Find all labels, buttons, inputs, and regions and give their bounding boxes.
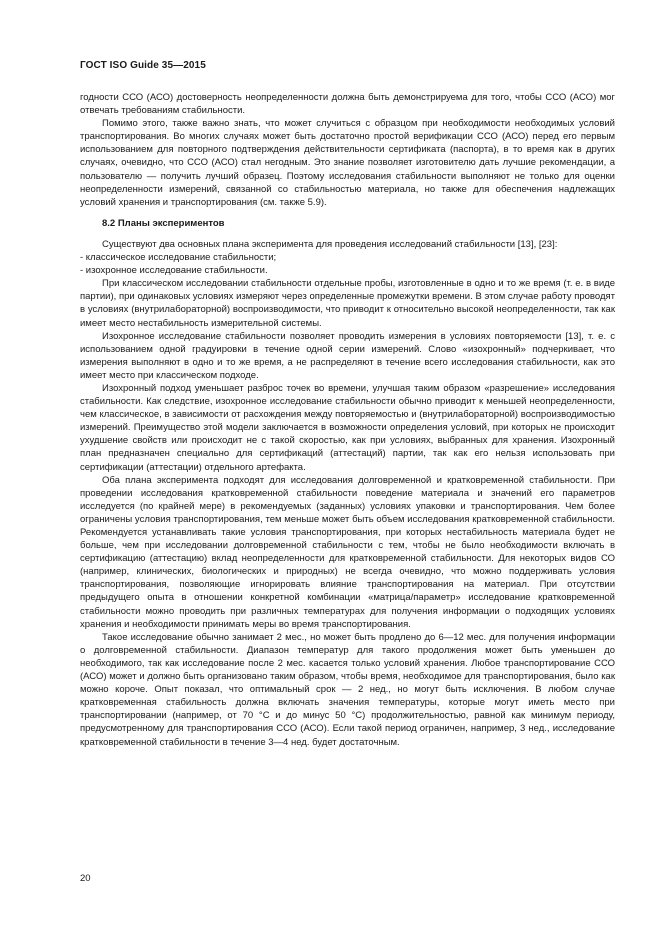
paragraph: Изохронный подход уменьшает разброс точек во времени, улучшая таким образом «разрешение» исследования стабильности. Как следствие, изохронное исследование стабильности обычно приводит к меньшей неопределенности, чем классическое, в зависимости от расхождения между повторяемостью и (внутрилабораторной) воспроизводимостью измерений. Преимущество этой модели заключается в возможности определения условий, при которых не происходит ухудшение свойств или происходит не с такой скоростью, как при условиях, выбранных для хранения. Изохронный план предназначен специально для сертификаций (аттестаций) партии, так как его нельзя использовать при сертификации (аттестации) отдельного артефакта. <box>80 382 615 473</box>
paragraph: Такое исследование обычно занимает 2 мес., но может быть продлено до 6—12 мес. для получения информации о долговременной стабильности. Диапазон температур для такого продолжения может быть уменьшен до необходимого, так как исследование после 2 мес. касается только условий хранения. Любое транспортирование ССО (АСО) может и должно быть организовано таким образом, чтобы время, необходимое для транспортирования, было как можно короче. Опыт показал, что оптимальный срок — 2 нед., но могут быть исключения. В любом случае кратковременная стабильность должна включать значения температуры, которые могут иметь место при транспортировании (например, от 70 °С и до минус 50 °С) продолжительностью, равной как минимум периоду, предусмотренному для транспортирования ССО (АСО). Если такой период ограничен, например, 3 нед., исследование кратковременной стабильности в течение 3—4 нед. будет достаточным. <box>80 631 615 748</box>
paragraph: годности ССО (АСО) достоверность неопределенности должна быть демонстрируема для того, чтобы ССО (АСО) мог отвечать требованиям стабильности. <box>80 92 615 117</box>
page-content <box>80 91 615 749</box>
section-heading-text: 8.2 Планы экспериментов <box>102 217 225 229</box>
section-heading <box>102 217 615 230</box>
list-item: - изохронное исследование стабильности. <box>80 265 268 277</box>
paragraph: При классическом исследовании стабильности отдельные пробы, изготовленные в одно и то же время (т. е. в виде партии), при одинаковых условиях измеряют через определенные промежутки времени. В этом случае работу проводят в условиях (внутрилабораторной) воспроизводимости, что приводит к относительно высокой неопределенности, так как имеет место нестабильность измерительной системы. <box>80 278 615 329</box>
list-item: - классическое исследование стабильности; <box>80 252 277 264</box>
paragraph: Изохронное исследование стабильности позволяет проводить измерения в условиях повторяемости [13], т. е. с использованием одной градуировки в течение одной серии измерений. Слово «изохронный» подчеркивает, что измерения выполняют в одно и то же время, а не распределяют в течение всего исследования стабильности, как это имеет место при классическом подходе. <box>80 330 615 381</box>
paragraph: Оба плана эксперимента подходят для исследования долговременной и кратковременной стабильности. При проведении исследования кратковременной стабильности поведение материала и значений его параметров исследуется (по крайней мере) в рекомендуемых (заданных) условиях упаковки и транспортирования. Чем более ограничены условия транспортирования, тем меньше может быть объем исследования кратковременной стабильности. Рекомендуется устанавливать такие условия транспортирования, при которых нестабильность материала будет не больше, чем при исследовании долговременной стабильности с тем, чтобы не было необходимости включать в сертификацию (аттестацию) вклад неопределенности для кратковременной стабильности. Для некоторых видов СО (например, клинических, биологических и природных) не всегда очевидно, что можно поддерживать условия транспортирования, позволяющие игнорировать влияние транспортирования на материал. При отсутствии предыдущего опыта в отношении конкретной комбинации «матрица/параметр» исследование кратковременной стабильности можно проводить при различных температурах для получения информации о подходящих условиях хранения и необходимости принимать меры во время транспортирования. <box>80 474 615 630</box>
document-header: ГОСТ ISO Guide 35—2015 <box>80 60 206 71</box>
page-number: 20 <box>80 873 91 884</box>
paragraph: Существуют два основных плана эксперимента для проведения исследований стабильности [13], [23]: <box>102 238 558 250</box>
paragraph: Помимо этого, также важно знать, что может случиться с образцом при необходимости необходимых условий транспортирования. Во многих случаях может быть достаточно простой верификации ССО (АСО) перед его первым использованием для повторного подтверждения действительности сертификата (паспорта), в то время как в других случаях, очевидно, что ССО (АСО) стал негодным. Это знание позволяет изготовителю дать лучшие рекомендации, а пользователю — получить лучший образец. Поэтому исследования стабильности выполняют не только для оценки неопределенности измерений, связанной со стабильностью материала, но также для обеспечения надлежащих условий хранения и транспортирования (см. также 5.9). <box>80 118 615 208</box>
